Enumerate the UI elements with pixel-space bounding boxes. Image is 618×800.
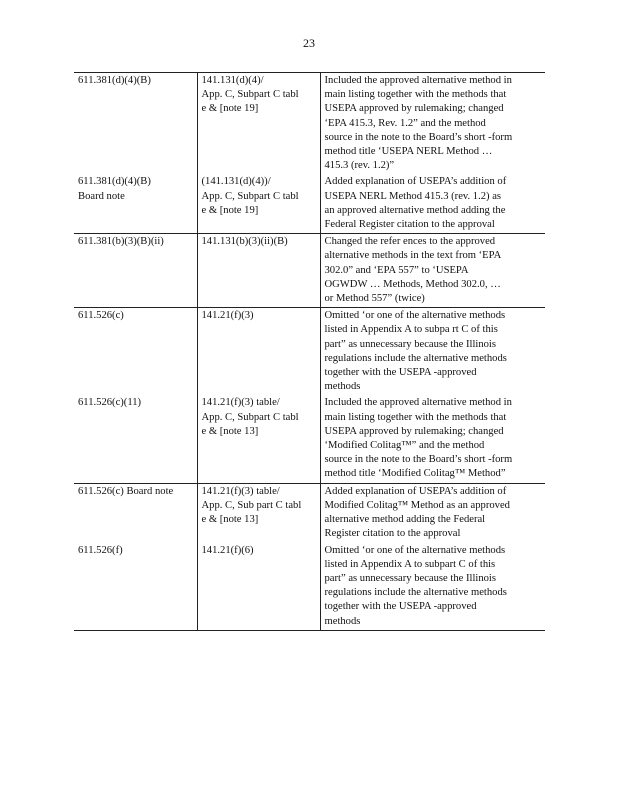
federal-cell [197, 543, 320, 631]
cell-line: together with the USEPA -approved [324, 601, 477, 613]
cell-line: an approved alternative method adding the [324, 204, 506, 216]
cell-line: App. C, Sub part C tabl [201, 499, 302, 511]
table-row [74, 234, 545, 308]
cell-line: method title ‘USEPA NERL Method … [324, 146, 493, 158]
federal-cell [197, 234, 320, 308]
change-cell [320, 73, 545, 175]
cell-line: Included the approved alternative method in [324, 397, 512, 409]
cell-line: Changed the refer ences to the approved [324, 236, 496, 248]
federal-cell [197, 395, 320, 483]
cell-line: 141.21(f)(3) table/ [201, 485, 280, 497]
page-number: 23 [303, 36, 315, 50]
cell-line: USEPA NERL Method 415.3 (rev. 1.2) as [324, 190, 502, 202]
cell-line: Omitted ‘or one of the alternative methods [324, 310, 506, 322]
section-cell [74, 234, 197, 308]
change-cell [320, 174, 545, 233]
cell-line: Included the approved alternative method in [324, 75, 512, 86]
cell-line: 611.526(c) Board note [78, 485, 174, 497]
cell-line: Modified Colitag™ Method as an approved [324, 499, 510, 511]
section-cell [74, 308, 197, 396]
cell-line: 141.131(b)(3)(ii)(B) [201, 236, 288, 248]
table-row [74, 543, 545, 631]
cell-line: source in the note to the Board’s short -form [324, 454, 513, 466]
cell-line: 611.381(d)(4)(B) [78, 75, 151, 86]
cell-line: method title ‘Modified Colitag™ Method” [324, 468, 506, 480]
cell-line: alternative methods in the text from ‘EPA [324, 250, 502, 262]
change-cell [320, 308, 545, 396]
federal-cell [197, 174, 320, 233]
section-cell [74, 543, 197, 631]
change-cell [320, 234, 545, 308]
cell-line: 141.21(f)(6) [201, 544, 254, 556]
change-cell [320, 395, 545, 483]
cell-line: ‘Modified Colitag™” and the method [324, 440, 485, 452]
cell-line: together with the USEPA -approved [324, 367, 477, 379]
cell-line: Board note [78, 190, 125, 202]
table-row [74, 483, 545, 542]
cell-line: 141.21(f)(3) [201, 310, 254, 322]
cell-line: 611.526(c) [78, 310, 124, 322]
cell-line: 611.526(f) [78, 544, 123, 556]
cell-line: (141.131(d)(4))/ [201, 176, 271, 188]
cell-line: App. C, Subpart C tabl [201, 411, 299, 423]
section-cell [74, 174, 197, 233]
cell-line: USEPA approved by rulemaking; changed [324, 103, 504, 115]
cell-line: methods [324, 615, 361, 627]
cell-line: Register citation to the approval [324, 528, 461, 540]
cell-line: listed in Appendix A to subpa rt C of this [324, 324, 498, 336]
table-row [74, 174, 545, 233]
change-cell [320, 483, 545, 542]
section-cell [74, 73, 197, 175]
cell-line: main listing together with the methods that [324, 89, 507, 101]
table-row [74, 73, 545, 175]
cell-line: e & [note 13] [201, 425, 259, 437]
change-cell [320, 543, 545, 631]
cell-line: 611.526(c)(11) [78, 397, 142, 409]
federal-cell [197, 73, 320, 175]
cell-line: or Method 557” (twice) [324, 293, 425, 305]
cell-line: 415.3 (rev. 1.2)” [324, 160, 395, 172]
table-row [74, 395, 545, 483]
cell-line: e & [note 13] [201, 514, 259, 526]
cell-line: regulations include the alternative methods [324, 587, 507, 599]
cell-line: source in the note to the Board’s short -form [324, 131, 513, 143]
cell-line: 302.0” and ‘EPA 557” to ‘USEPA [324, 264, 469, 276]
cell-line: App. C, Subpart C tabl [201, 89, 299, 101]
federal-cell [197, 483, 320, 542]
cell-line: USEPA approved by rulemaking; changed [324, 425, 504, 437]
table-body [74, 73, 545, 631]
cell-line: Added explanation of USEPA’s addition of [324, 485, 507, 497]
cell-line: 611.381(b)(3)(B)(ii) [78, 236, 164, 248]
cell-line: e & [note 19] [201, 204, 259, 216]
table-row [74, 308, 545, 396]
section-cell [74, 395, 197, 483]
cell-line: 141.131(d)(4)/ [201, 75, 264, 86]
section-cell [74, 483, 197, 542]
cell-line: Omitted ‘or one of the alternative methods [324, 544, 506, 556]
cell-line: 141.21(f)(3) table/ [201, 397, 280, 409]
cell-line: OGWDW … Methods, Method 302.0, … [324, 278, 501, 290]
cell-line: e & [note 19] [201, 103, 259, 115]
federal-cell [197, 308, 320, 396]
cell-line: 611.381(d)(4)(B) [78, 176, 151, 188]
cell-line: listed in Appendix A to subpart C of this [324, 558, 496, 570]
cell-line: methods [324, 381, 361, 393]
cell-line: part” as unnecessary because the Illinois [324, 338, 496, 350]
cell-line: App. C, Subpart C tabl [201, 190, 299, 202]
comparison-table [74, 72, 545, 631]
cell-line: Added explanation of USEPA’s addition of [324, 176, 507, 188]
cell-line: alternative method adding the Federal [324, 514, 486, 526]
cell-line: Federal Register citation to the approval [324, 219, 495, 231]
cell-line: main listing together with the methods that [324, 411, 507, 423]
cell-line: ‘EPA 415.3, Rev. 1.2” and the method [324, 117, 486, 129]
cell-line: part” as unnecessary because the Illinois [324, 572, 496, 584]
cell-line: regulations include the alternative methods [324, 352, 507, 364]
